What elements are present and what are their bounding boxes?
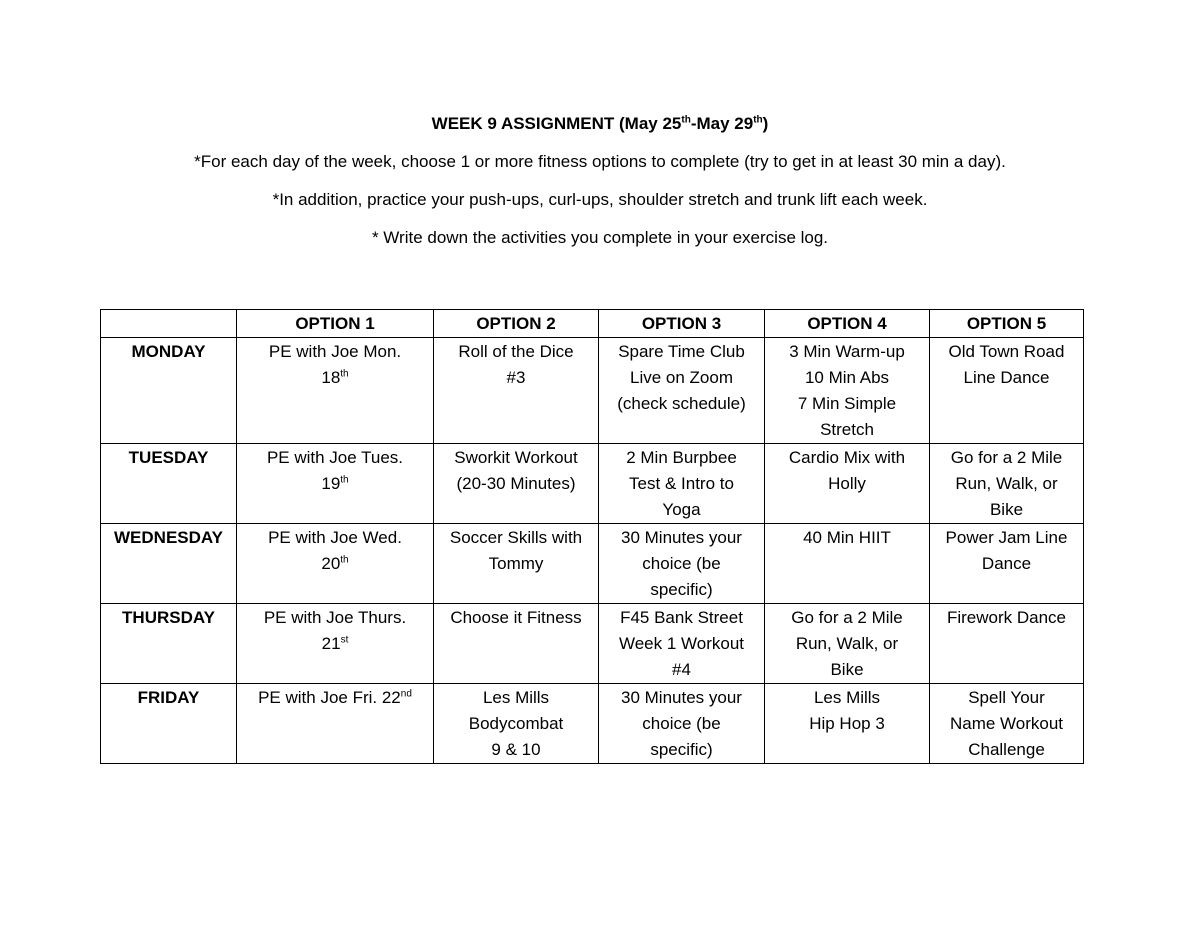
day-cell-monday: MONDAY xyxy=(101,338,237,444)
option-4-cell: Cardio Mix with Holly xyxy=(765,444,930,524)
table-row xyxy=(101,444,1084,524)
instruction-line-1: *For each day of the week, choose 1 or more fitness options to complete (try to get in at least 30 min a day). xyxy=(194,152,1006,171)
option-3-cell: Spare Time Club Live on Zoom (check schedule) xyxy=(599,338,765,444)
option-5-cell: Old Town Road Line Dance xyxy=(930,338,1084,444)
option-2-cell: Soccer Skills with Tommy xyxy=(434,524,599,604)
option-5-cell: Spell Your Name Workout Challenge xyxy=(930,684,1084,764)
option-4-cell: 40 Min HIIT xyxy=(765,524,930,604)
column-header-option-1: OPTION 1 xyxy=(237,310,434,338)
instruction-line-3: * Write down the activities you complete in your exercise log. xyxy=(371,228,829,247)
table-row xyxy=(101,524,1084,604)
column-header-day xyxy=(101,310,237,338)
day-cell-friday: FRIDAY xyxy=(101,684,237,764)
option-1-cell: PE with Joe Thurs. 21st xyxy=(237,604,434,684)
instruction-line-2: *In addition, practice your push-ups, curl-ups, shoulder stretch and trunk lift each week. xyxy=(272,190,928,209)
table-row xyxy=(101,684,1084,764)
option-5-cell: Power Jam Line Dance xyxy=(930,524,1084,604)
column-header-option-3: OPTION 3 xyxy=(599,310,765,338)
option-1-cell: PE with Joe Mon. 18th xyxy=(237,338,434,444)
column-header-option-2: OPTION 2 xyxy=(434,310,599,338)
table-header-row xyxy=(101,310,1084,338)
option-5-cell: Go for a 2 Mile Run, Walk, or Bike xyxy=(930,444,1084,524)
table-row xyxy=(101,338,1084,444)
option-1-cell: PE with Joe Tues. 19th xyxy=(237,444,434,524)
option-4-cell: Les Mills Hip Hop 3 xyxy=(765,684,930,764)
option-4-cell: Go for a 2 Mile Run, Walk, or Bike xyxy=(765,604,930,684)
option-2-cell: Roll of the Dice #3 xyxy=(434,338,599,444)
option-3-cell: F45 Bank Street Week 1 Workout #4 xyxy=(599,604,765,684)
day-cell-wednesday: WEDNESDAY xyxy=(101,524,237,604)
assignment-header xyxy=(0,110,1200,252)
fitness-options-table xyxy=(100,309,1084,764)
column-header-option-4: OPTION 4 xyxy=(765,310,930,338)
day-cell-thursday: THURSDAY xyxy=(101,604,237,684)
table-row xyxy=(101,604,1084,684)
column-header-option-5: OPTION 5 xyxy=(930,310,1084,338)
option-3-cell: 2 Min Burpbee Test & Intro to Yoga xyxy=(599,444,765,524)
day-cell-tuesday: TUESDAY xyxy=(101,444,237,524)
option-3-cell: 30 Minutes your choice (be specific) xyxy=(599,524,765,604)
option-4-cell: 3 Min Warm-up 10 Min Abs 7 Min Simple Stretch xyxy=(765,338,930,444)
option-1-cell: PE with Joe Wed. 20th xyxy=(237,524,434,604)
option-2-cell: Sworkit Workout (20-30 Minutes) xyxy=(434,444,599,524)
option-3-cell: 30 Minutes your choice (be specific) xyxy=(599,684,765,764)
option-1-cell: PE with Joe Fri. 22nd xyxy=(237,684,434,764)
page-title: WEEK 9 ASSIGNMENT (May 25th-May 29th) xyxy=(431,114,769,133)
option-2-cell: Les Mills Bodycombat 9 & 10 xyxy=(434,684,599,764)
option-5-cell: Firework Dance xyxy=(930,604,1084,684)
option-2-cell: Choose it Fitness xyxy=(434,604,599,684)
